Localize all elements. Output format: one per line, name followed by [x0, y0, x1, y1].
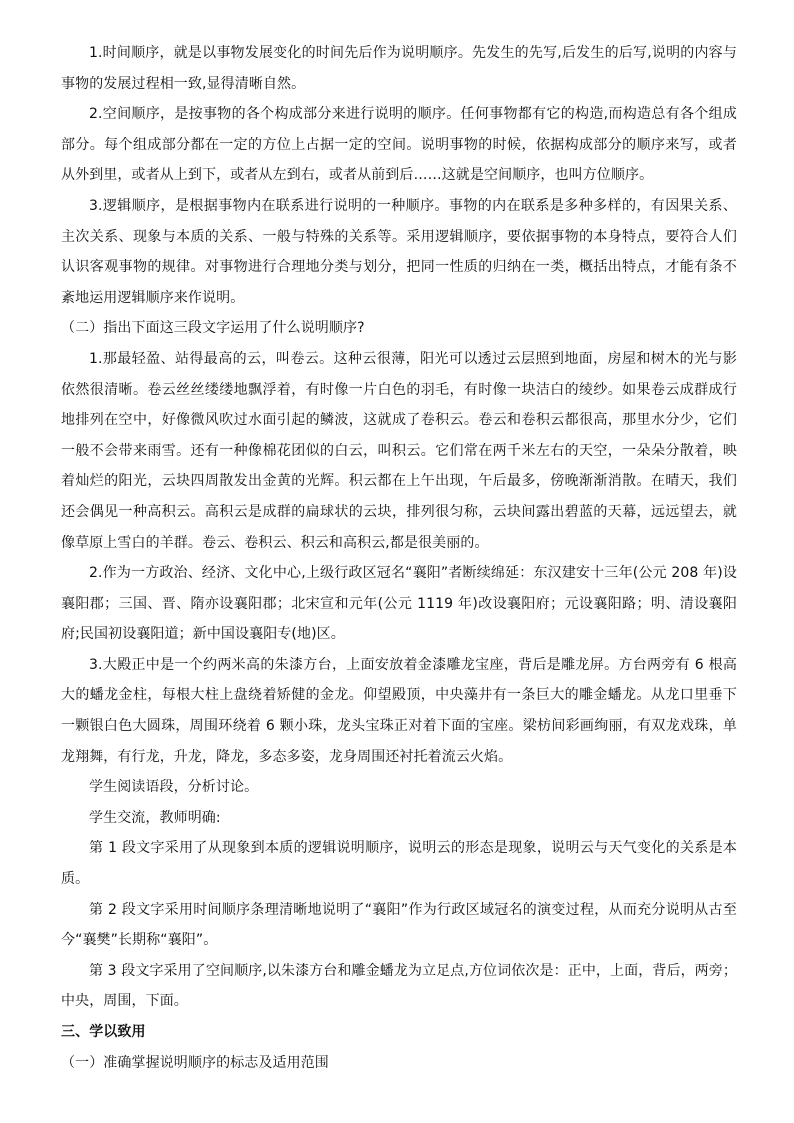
passage-palace-hall: 3.大殿正中是一个约两米高的朱漆方台，上面安放着金漆雕龙宝座，背后是雕龙屏。方台两旁有 6 根高大的蟠龙金柱，每根大柱上盘绕着矫健的金龙。仰望殿顶，中央藻井有一条巨大的雕金蟠龙。从龙口里垂下一颗银白色大圆珠，周围环绕着 6 颗小珠，龙头宝珠正对着下面的宝座。梁枋间彩画绚丽，有双龙戏珠，单龙翔舞，有行龙，升龙，降龙，多态多姿，龙身周围还衬托着流云火焰。	[61, 656, 737, 765]
paragraph-time-order: 1.时间顺序，就是以事物发展变化的时间先后作为说明顺序。先发生的先写,后发生的后写,说明的内容与事物的发展过程相一致,显得清晰自然。	[61, 45, 737, 92]
subsection-heading: （一）准确掌握说明顺序的标志及适用范围	[61, 1054, 329, 1071]
section-heading-apply: 三、学以致用	[61, 1024, 146, 1040]
passage-xiangyang: 2.作为一方政治、经济、文化中心,上级行政区冠名“襄阳”者断续绵延：东汉建安十三年(公元 208 年)设襄阳郡；三国、晋、隋亦设襄阳郡；北宋宣和元年(公元 1119 年)改设襄阳府；元设襄阳路；明、清设襄阳府;民国初设襄阳道；新中国设襄阳专(地)区。	[61, 565, 737, 643]
document-body	[61, 38, 737, 1078]
activity-student-exchange: 学生交流，教师明确:	[89, 809, 221, 826]
activity-student-reading: 学生阅读语段，分析讨论。	[89, 779, 259, 796]
paragraph-logic-order: 3.逻辑顺序，是根据事物内在联系进行说明的一种顺序。事物的内在联系是多种多样的，有因果关系、主次关系、现象与本质的关系、一般与特殊的关系等。采用逻辑顺序，要依据事物的本身特点，要符合人们认识客观事物的规律。对事物进行合理地分类与划分，把同一性质的归纳在一类，概括出特点，才能有条不紊地运用逻辑顺序来作说明。	[61, 197, 737, 306]
answer-passage-3: 第 3 段文字采用了空间顺序,以朱漆方台和雕金蟠龙为立足点,方位词依次是：正中，上面，背后，两旁；中央，周围，下面。	[61, 962, 737, 1010]
answer-passage-1: 第 1 段文字采用了从现象到本质的逻辑说明顺序，说明云的形态是现象，说明云与天气变化的关系是本质。	[61, 840, 737, 888]
answer-passage-2: 第 2 段文字采用时间顺序条理清晰地说明了“襄阳”作为行政区域冠名的演变过程，从而充分说明从古至今“襄樊”长期称“襄阳”。	[61, 901, 737, 949]
paragraph-space-order: 2.空间顺序，是按事物的各个构成部分来进行说明的顺序。任何事物都有它的构造,而构造总有各个组成部分。每个组成部分都在一定的方位上占据一定的空间。说明事物的时候，依据构成部分的顺序来写，或者从外到里，或者从上到下，或者从左到右，或者从前到后……这就是空间顺序，也叫方位顺序。	[61, 106, 737, 184]
exercise-question: （二）指出下面这三段文字运用了什么说明顺序?	[61, 320, 365, 337]
passage-clouds: 1.那最轻盈、站得最高的云，叫卷云。这种云很薄，阳光可以透过云层照到地面，房屋和树木的光与影依然很清晰。卷云丝丝缕缕地飘浮着，有时像一片白色的羽毛，有时像一块洁白的绫纱。如果卷云成群成行地排列在空中，好像微风吹过水面引起的鳞波，这就成了卷积云。卷云和卷积云都很高，那里水分少，它们一般不会带来雨雪。还有一种像棉花团似的白云，叫积云。它们常在两千米左右的天空，一朵朵分散着，映着灿烂的阳光，云块四周散发出金黄的光辉。积云都在上午出现，午后最多，傍晚渐渐消散。在晴天，我们还会偶见一种高积云。高积云是成群的扁球状的云块，排列很匀称，云块间露出碧蓝的天幕，远远望去，就像草原上雪白的羊群。卷云、卷积云、积云和高积云,都是很美丽的。	[61, 350, 737, 551]
